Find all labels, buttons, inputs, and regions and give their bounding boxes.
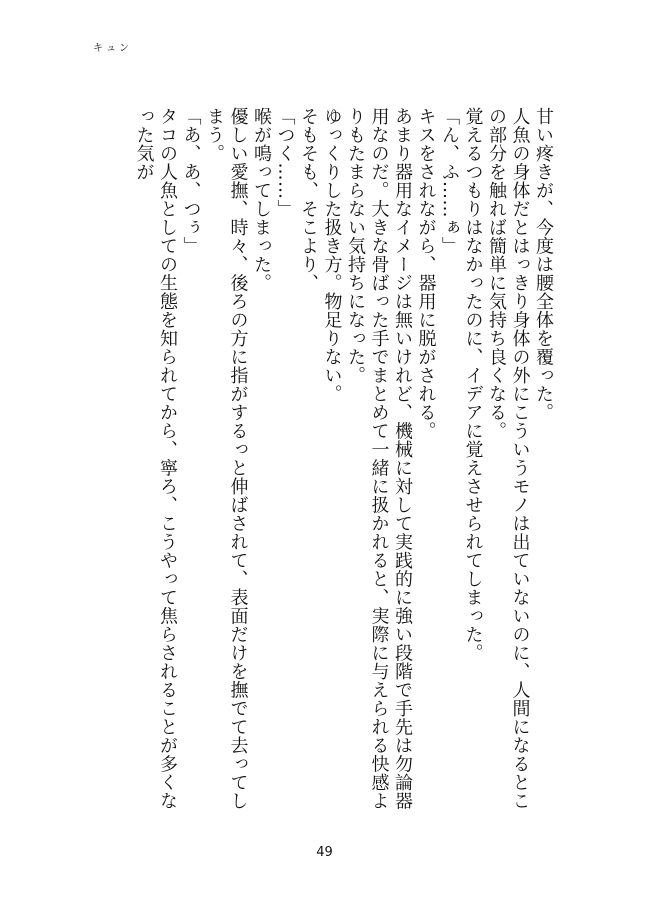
paragraph: 優しい愛撫、時々、後ろの方に指がするっと伸ばされて、表面だけを撫でて去ってしまう。 [204,107,249,810]
paragraph: ゆっくりした扱き方。物足りない。 [321,107,343,403]
paragraph: 喉が鳴ってしまった。 [251,107,272,292]
paragraph: 甘い疼きが、今度は腰全体を覆った。 [533,107,554,422]
paragraph: タコの人魚としての生態を知られてから、寧ろ、こうやって焦らされることが多くなった気が [133,107,178,810]
running-header: キュン [93,43,132,54]
page-number: 49 [316,845,333,860]
paragraph: 「ん、ふ……ぁ」 [439,107,460,255]
paragraph: あまり器用なイメージは無いけれど、機械に対して実践的に強い段階で手先は勿論器用なのだ。大きな骨ばった手でまとめて一緒に扱かれると、実際に与えられる快感よりもたまらない気持ちになった。 [345,107,413,810]
body-text [100,107,555,827]
paragraph: 「つく……」 [274,107,296,218]
paragraph: 「あ、あ、つぅ」 [180,107,202,255]
paragraph: 人魚の身体だとはっきり身体の外にこういうモノは出ていないのに、人間になるとこの部分を触れば簡単に気持ち良くなる。 [486,107,531,810]
paragraph: キスをされながら、器用に脱がされる。 [415,107,437,440]
paragraph: 覚えるつもりはなかったのに、イデアに覚えさせられてしまった。 [462,107,484,662]
paragraph: そもそも、そこより、 [298,107,319,292]
